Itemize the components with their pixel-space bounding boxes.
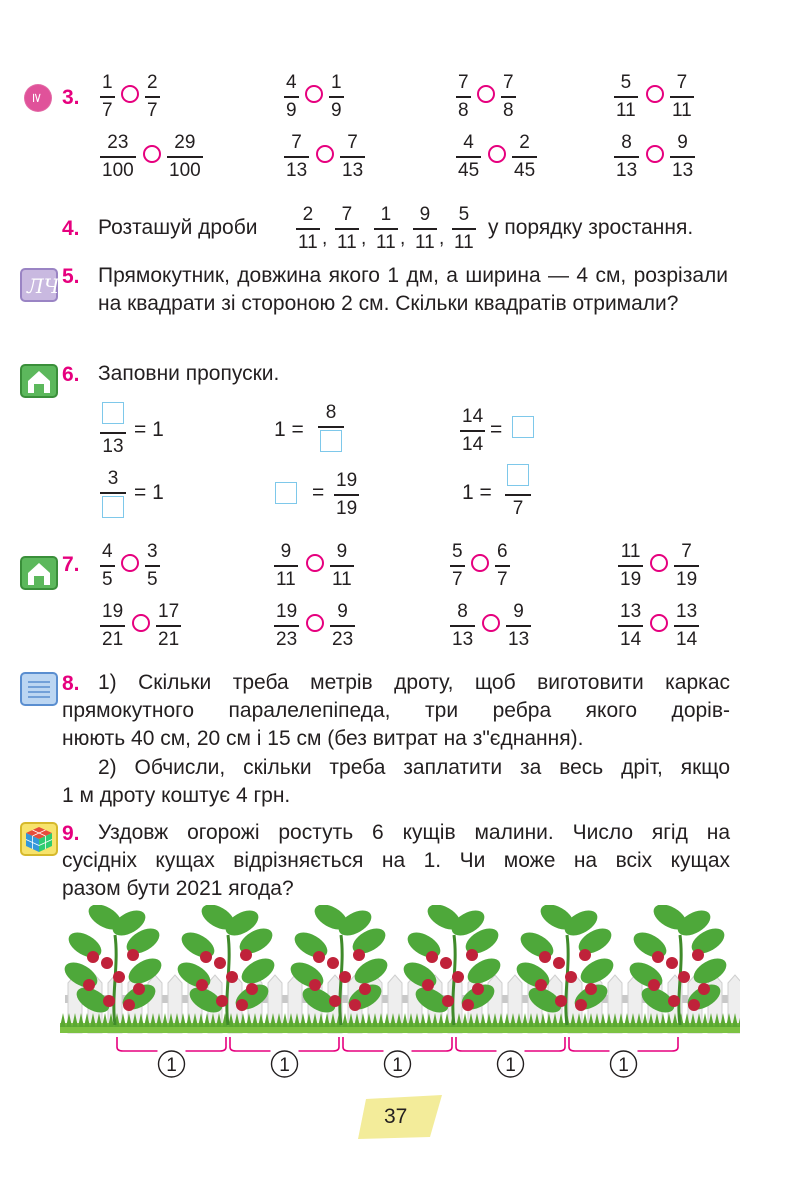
ex3-r0-c3-right: [670, 72, 694, 122]
raspberry: [652, 951, 664, 963]
ex6-r1c-den: 14: [462, 433, 484, 455]
ex7-r0-c0-left: [100, 541, 115, 591]
exercise-9-line-3: разом бути 2021 ягода?: [62, 877, 294, 900]
exercise-8-line-4: 2) Обчисли, скільки треба заплатити за весь дріт, якщо: [98, 756, 730, 779]
ex6-r2a-num: 3: [107, 468, 119, 489]
raspberry-leaf: [177, 927, 218, 962]
raspberry: [472, 983, 484, 995]
grass-blade: [102, 1013, 108, 1027]
ex6-r1b-fraction: [318, 402, 344, 458]
comparison-circle[interactable]: [650, 614, 668, 632]
ex6-r1b-num: 8: [325, 402, 337, 423]
ex3-r1-c1-right-denominator: 13: [342, 159, 364, 181]
ex7-r0-c0-right: [145, 541, 160, 591]
exercise-9-number: 9.: [62, 822, 80, 845]
raspberry: [123, 999, 135, 1011]
ex3-r0-c0-left-numerator: 1: [102, 72, 113, 93]
compare-icon: [24, 84, 52, 112]
raspberry: [426, 951, 438, 963]
comparison-circle[interactable]: [132, 614, 150, 632]
ex3-r0-c3-right-numerator: 7: [676, 72, 688, 93]
ex4-comma: ,: [361, 228, 367, 249]
gap-brace: [230, 1037, 339, 1051]
ex7-r0-c2-left-denominator: 7: [452, 568, 463, 590]
raspberry: [666, 957, 678, 969]
ex7-r1-c1-left: [274, 601, 299, 651]
grass-blade: [462, 1013, 468, 1027]
raspberry: [575, 999, 587, 1011]
exercise-8-line-1: 1) Скільки треба метрів дроту, щоб виготовити каркас: [98, 671, 730, 694]
ex3-r1-c0-right-numerator: 29: [174, 132, 196, 153]
raspberry: [236, 999, 248, 1011]
grass-blade: [342, 1013, 348, 1027]
ex7-r1-c1-right-denominator: 23: [332, 628, 354, 650]
ex3-r1-c0-right: [167, 132, 203, 182]
raspberry: [535, 979, 547, 991]
comparison-circle[interactable]: [477, 85, 495, 103]
ex7-r1-c0-right: [156, 601, 181, 651]
ex7-r0-c0-left-denominator: 5: [102, 568, 113, 590]
ex6-r1a-den: 13: [102, 435, 124, 457]
ex7-r0-c2-right-denominator: 7: [497, 568, 508, 590]
ex3-r0-c1-left-denominator: 9: [286, 99, 297, 121]
ex4-fraction-4-numerator: 5: [458, 204, 470, 225]
ex7-r1-c3-right-denominator: 14: [676, 628, 698, 650]
raspberry: [327, 957, 339, 969]
ex3-r0-c2-left-numerator: 7: [458, 72, 469, 93]
ex3-r0-c3-left-numerator: 5: [620, 72, 632, 93]
ex4-fraction-0-denominator: 11: [298, 231, 318, 253]
ex3-r0-c1-right-numerator: 1: [331, 72, 342, 93]
raspberry: [113, 971, 125, 983]
ex6-r2b-eq: =: [312, 481, 325, 504]
grass-blade: [702, 1013, 708, 1027]
ex7-r1-c3-left-denominator: 14: [620, 628, 642, 650]
ex7-r0-c2-left-numerator: 5: [452, 541, 463, 562]
comparison-circle[interactable]: [482, 614, 500, 632]
gap-brace: [117, 1037, 226, 1051]
ex3-r0-c1-right-denominator: 9: [331, 99, 342, 121]
raspberry: [313, 951, 325, 963]
raspberry-fence-illustration: [60, 905, 740, 1085]
raspberry-leaf: [516, 927, 557, 962]
gap-label: 1: [166, 1055, 177, 1076]
ex3-r1-c1-left-denominator: 13: [286, 159, 308, 181]
ex3-r1-c3-left-numerator: 8: [621, 132, 632, 153]
ex3-r1-c3-right: [670, 132, 695, 182]
ex3-r1-c0-left-numerator: 23: [107, 132, 129, 153]
blank-box[interactable]: [102, 402, 124, 424]
raspberry: [196, 979, 208, 991]
blank-box[interactable]: [275, 482, 297, 504]
ex6-r1b-pre: 1 =: [274, 418, 304, 441]
exercise-5-text: Прямокутник, довжина якого 1 дм, а ширина — 4 см, розрізали на квадрати зі стороною 2 см. Скільки квадратів отримали?: [98, 264, 728, 315]
ex7-r1-c3-right: [674, 601, 699, 651]
ex7-r1-c2-right-numerator: 9: [513, 601, 524, 622]
gap-brace: [456, 1037, 565, 1051]
ex3-r0-c1-left-numerator: 4: [286, 72, 297, 93]
ex3-r0-c3-right-denominator: 11: [672, 99, 692, 121]
grass-blade: [60, 1013, 66, 1027]
ex3-r1-c3-left: [614, 132, 639, 182]
blank-box[interactable]: [512, 416, 534, 438]
ex7-r0-c1-right-numerator: 9: [336, 541, 348, 562]
raspberry: [442, 995, 454, 1007]
exercise-9-line-1: Уздовж огорожі ростуть 6 кущів малини. Число ягід на: [98, 821, 730, 844]
raspberry: [422, 979, 434, 991]
ex4-comma: ,: [322, 228, 328, 249]
raspberry: [539, 951, 551, 963]
blank-box[interactable]: [507, 464, 529, 486]
comparison-circle[interactable]: [650, 554, 668, 572]
ex3-r1-c0-left: [100, 132, 136, 182]
exercise-4-text-after: у порядку зростання.: [488, 216, 694, 239]
comparison-circle[interactable]: [121, 85, 139, 103]
ex6-r1a-eq: = 1: [134, 418, 164, 441]
raspberry: [216, 995, 228, 1007]
raspberry: [678, 971, 690, 983]
raspberry-leaf: [290, 927, 331, 962]
ex7-r0-c3-left: [618, 541, 643, 591]
ex3-r0-c0-left: [100, 72, 115, 122]
raspberry: [668, 995, 680, 1007]
ex3-r1-c1-right: [340, 132, 365, 182]
comparison-circle[interactable]: [646, 85, 664, 103]
raspberry: [214, 957, 226, 969]
ex7-r0-c3-right-denominator: 19: [676, 568, 698, 590]
ex7-r0-c1-right-denominator: 11: [332, 568, 352, 590]
ex7-r1-c1-left-denominator: 23: [276, 628, 298, 650]
ex3-r1-c2-right-numerator: 2: [519, 132, 530, 153]
ex3-r0-c0-left-denominator: 7: [102, 99, 113, 121]
ex4-fraction-2: [374, 204, 398, 254]
ex7-r1-c2-right: [506, 601, 531, 651]
exercise-6-number: 6.: [62, 363, 80, 386]
ex4-comma: ,: [439, 228, 445, 249]
gap-label: 1: [505, 1055, 516, 1076]
page-number-tab: [358, 1095, 444, 1139]
ex6-r1c-eq: =: [490, 418, 503, 441]
raspberry: [452, 971, 464, 983]
grass-blade: [642, 1013, 648, 1027]
ex7-r1-c1-left-numerator: 19: [276, 601, 298, 622]
raspberry: [349, 999, 361, 1011]
raspberry: [688, 999, 700, 1011]
raspberry: [133, 983, 145, 995]
raspberry: [555, 995, 567, 1007]
ex3-r0-c3-left: [614, 72, 638, 122]
ex4-fraction-1-denominator: 11: [337, 231, 357, 253]
grass-blade: [282, 1013, 288, 1027]
comparison-circle[interactable]: [143, 145, 161, 163]
ex7-r0-c0-right-denominator: 5: [147, 568, 158, 590]
ex7-r1-c0-right-denominator: 21: [158, 628, 180, 650]
exercise-4-number: 4.: [62, 217, 80, 240]
ex3-r1-c3-right-numerator: 9: [677, 132, 688, 153]
page-number: 37: [384, 1105, 408, 1128]
ex7-r0-c1-left-denominator: 11: [276, 568, 296, 590]
ex7-r1-c0-right-numerator: 17: [158, 601, 180, 622]
ex3-r0-c0-right-numerator: 2: [147, 72, 158, 93]
ex3-r0-c1-right: [329, 72, 344, 122]
ex3-r1-c1-right-numerator: 7: [347, 132, 358, 153]
gap-label: 1: [392, 1055, 403, 1076]
raspberry: [127, 949, 139, 961]
ex6-r1c-fraction: [460, 406, 485, 456]
raspberry: [200, 951, 212, 963]
raspberry: [101, 957, 113, 969]
ex3-r0-c2-left: [456, 72, 471, 122]
ex7-r0-c0-right-numerator: 3: [147, 541, 158, 562]
raspberry: [565, 971, 577, 983]
ex6-r2c-den: 7: [512, 497, 524, 519]
ex3-r0-c0-right-denominator: 7: [147, 99, 158, 121]
grass-blade: [522, 1013, 528, 1027]
ex6-r2c-fraction: [505, 464, 531, 520]
ex4-fraction-4: [452, 204, 476, 254]
ex3-r1-c3-right-denominator: 13: [672, 159, 694, 181]
raspberry: [226, 971, 238, 983]
gap-brace: [343, 1037, 452, 1051]
ex3-r0-c2-right: [501, 72, 516, 122]
ex3-r1-c2-left: [456, 132, 481, 182]
ex3-r1-c2-right-denominator: 45: [514, 159, 536, 181]
raspberry: [466, 949, 478, 961]
raspberry: [553, 957, 565, 969]
ex7-r1-c3-left-numerator: 13: [620, 601, 642, 622]
ex6-r2b-fraction: [334, 470, 359, 520]
ex6-r1c-num: 14: [462, 406, 484, 427]
raspberry: [240, 949, 252, 961]
ex3-r0-c3-left-denominator: 11: [616, 99, 636, 121]
grass-blade: [402, 1013, 408, 1027]
logic-icon-text: ЛЧ: [27, 274, 60, 298]
raspberry: [692, 949, 704, 961]
ex3-r1-c1-left: [284, 132, 309, 182]
comparison-circle[interactable]: [471, 554, 489, 572]
ex6-r2a-fraction: [100, 468, 126, 524]
exercise-7-number: 7.: [62, 553, 80, 576]
raspberry: [309, 979, 321, 991]
ex7-r1-c2-right-denominator: 13: [508, 628, 530, 650]
ex7-r1-c0-left-denominator: 21: [102, 628, 124, 650]
ex3-r0-c1-left: [284, 72, 299, 122]
ex6-r2a-eq: = 1: [134, 481, 164, 504]
ex4-fraction-1-numerator: 7: [341, 204, 353, 225]
blank-box[interactable]: [102, 496, 124, 518]
grass-blade: [582, 1013, 588, 1027]
raspberry: [246, 983, 258, 995]
ex6-r2c-pre: 1 =: [462, 481, 492, 504]
ex7-r1-c0-left-numerator: 19: [102, 601, 124, 622]
exercise-5-number: 5.: [62, 265, 80, 288]
ex4-fraction-4-denominator: 11: [454, 231, 474, 253]
raspberry: [339, 971, 351, 983]
cube-icon: [20, 822, 58, 856]
ex7-r0-c1-right: [330, 541, 354, 591]
ex7-r0-c3-right: [674, 541, 699, 591]
exercise-8-line-3: нюють 40 см, 20 см і 15 см (без витрат на з"єднання).: [62, 727, 584, 750]
ex7-r1-c2-left-denominator: 13: [452, 628, 474, 650]
house-icon: [20, 556, 58, 590]
exercise-6-text: Заповни пропуски.: [98, 362, 280, 385]
raspberry: [648, 979, 660, 991]
ex7-r1-c3-left: [618, 601, 643, 651]
ex7-r1-c0-left: [100, 601, 125, 651]
blank-box[interactable]: [320, 430, 342, 452]
ex7-r1-c3-right-numerator: 13: [676, 601, 698, 622]
ex3-r1-c2-left-numerator: 4: [463, 132, 474, 153]
logic-icon: [20, 268, 58, 302]
ex4-comma: ,: [400, 228, 406, 249]
ex3-r1-c3-left-denominator: 13: [616, 159, 638, 181]
ex4-fraction-0-numerator: 2: [302, 204, 314, 225]
ex4-fraction-2-denominator: 11: [376, 231, 396, 253]
comparison-circle[interactable]: [646, 145, 664, 163]
grass-blade: [162, 1013, 168, 1027]
ex3-r0-c2-right-numerator: 7: [503, 72, 514, 93]
raspberry: [698, 983, 710, 995]
exercise-3-number: 3.: [62, 86, 80, 109]
ex7-r0-c1-left-numerator: 9: [280, 541, 292, 562]
ex7-r0-c3-left-numerator: 11: [620, 541, 641, 562]
raspberry: [87, 951, 99, 963]
ex3-r1-c2-left-denominator: 45: [458, 159, 480, 181]
exercise-9-line-2: сусідніх кущах відрізняється на 1. Чи може на всіх кущах: [62, 849, 730, 872]
ex4-fraction-2-numerator: 1: [380, 204, 392, 225]
ex7-r0-c3-left-denominator: 19: [620, 568, 642, 590]
raspberry: [329, 995, 341, 1007]
ex4-fraction-0: [296, 204, 320, 254]
svg-text:≥: ≥: [29, 92, 44, 104]
ex7-r0-c2-right-numerator: 6: [497, 541, 508, 562]
gap-brace: [569, 1037, 678, 1051]
ex6-r2b-den: 19: [336, 497, 358, 519]
ex7-r0-c1-left: [274, 541, 298, 591]
ex3-r1-c0-left-denominator: 100: [102, 159, 134, 181]
ex7-r0-c2-left: [450, 541, 465, 591]
notebook-icon: [20, 672, 58, 706]
ex7-r1-c1-right: [330, 601, 355, 651]
raspberry: [579, 949, 591, 961]
ex7-r0-c3-right-numerator: 7: [681, 541, 692, 562]
ex3-r0-c2-left-denominator: 8: [458, 99, 469, 121]
exercise-8-line-5: 1 м дроту коштує 4 грн.: [62, 784, 291, 807]
comparison-circle[interactable]: [316, 145, 334, 163]
house-icon: [20, 364, 58, 398]
raspberry: [83, 979, 95, 991]
ex7-r1-c2-left-numerator: 8: [457, 601, 468, 622]
comparison-circle[interactable]: [121, 554, 139, 572]
gap-label: 1: [279, 1055, 290, 1076]
ex7-r0-c0-left-numerator: 4: [102, 541, 113, 562]
raspberry: [353, 949, 365, 961]
raspberry-leaf: [64, 927, 105, 962]
ex3-r0-c0-right: [145, 72, 160, 122]
exercise-8-number: 8.: [62, 672, 80, 695]
ex3-r1-c2-right: [512, 132, 537, 182]
raspberry: [103, 995, 115, 1007]
ex7-r1-c1-right-numerator: 9: [337, 601, 348, 622]
comparison-circle[interactable]: [305, 85, 323, 103]
comparison-circle[interactable]: [306, 554, 324, 572]
ex6-r1a-fraction: [100, 402, 126, 458]
ex4-fraction-3-numerator: 9: [419, 204, 431, 225]
raspberry-leaf: [403, 927, 444, 962]
ex3-r1-c0-right-denominator: 100: [169, 159, 201, 181]
gap-label: 1: [618, 1055, 629, 1076]
ex4-fraction-3-denominator: 11: [415, 231, 435, 253]
raspberry: [440, 957, 452, 969]
ex4-fraction-1: [335, 204, 359, 254]
exercise-8-line-2: прямокутного паралелепіпеда, три ребра якого дорів-: [62, 699, 730, 722]
raspberry: [462, 999, 474, 1011]
raspberry: [585, 983, 597, 995]
comparison-circle[interactable]: [488, 145, 506, 163]
comparison-circle[interactable]: [306, 614, 324, 632]
ex7-r1-c2-left: [450, 601, 475, 651]
raspberry: [359, 983, 371, 995]
ex6-r2b-num: 19: [336, 470, 358, 491]
ex3-r0-c2-right-denominator: 8: [503, 99, 514, 121]
ex3-r1-c1-left-numerator: 7: [291, 132, 302, 153]
raspberry-leaf: [629, 927, 670, 962]
ex7-r0-c2-right: [495, 541, 510, 591]
ex4-fraction-3: [413, 204, 437, 254]
exercise-4-text-before: Розташуй дроби: [98, 216, 258, 239]
